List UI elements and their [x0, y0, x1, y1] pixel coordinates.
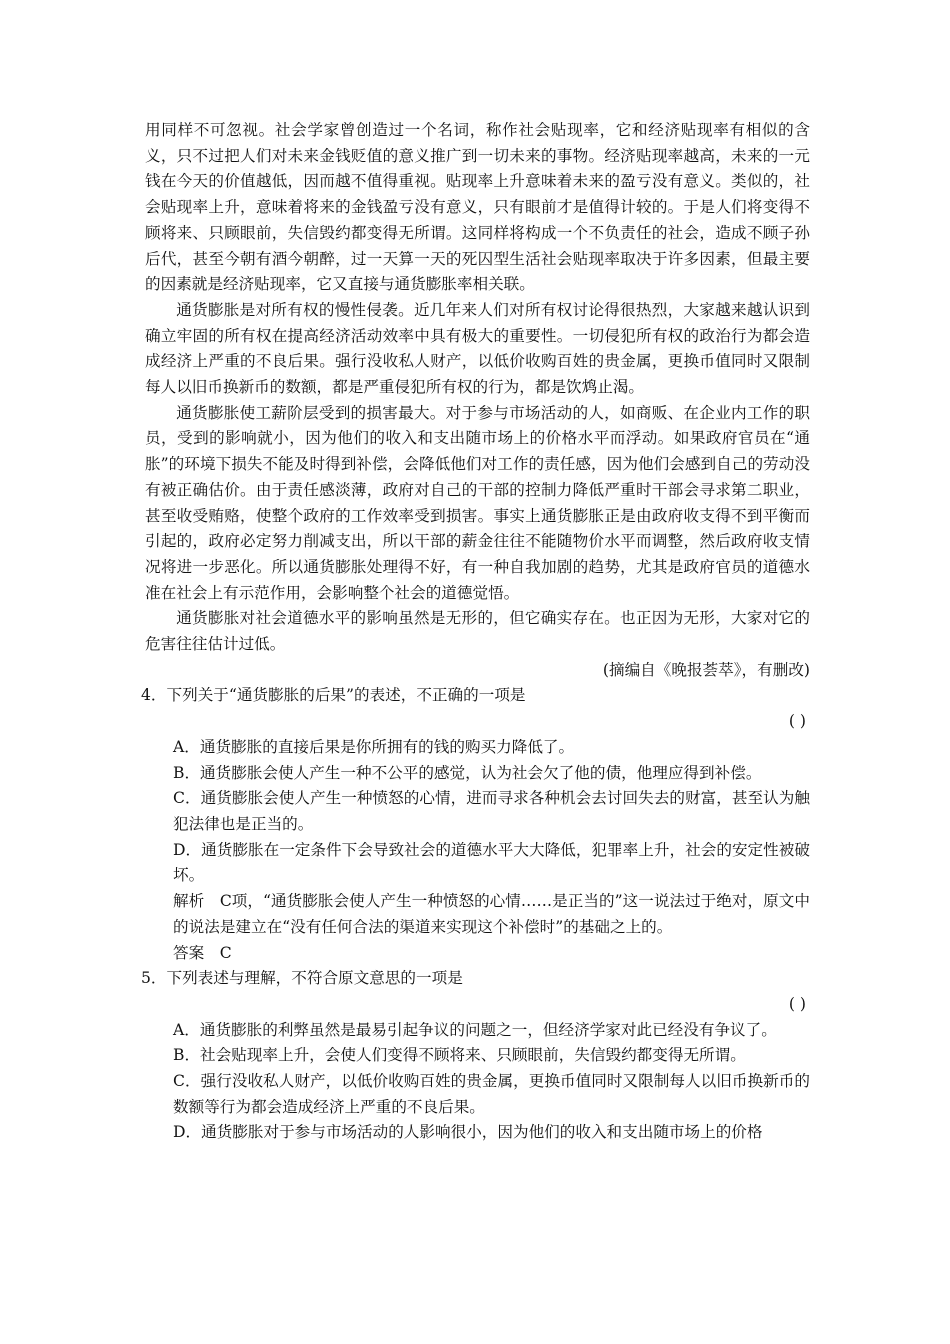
- question-4-option-a: A．通货膨胀的直接后果是你所拥有的钱的购买力降低了。: [173, 737, 575, 756]
- question-4-option-b: B．通货膨胀会使人产生一种不公平的感觉，认为社会欠了他的债，他理应得到补偿。: [173, 763, 762, 782]
- question-5-answer-blank: ( ): [788, 994, 806, 1013]
- question-4-answer-blank: ( ): [788, 712, 806, 731]
- question-4-option-c: C．通货膨胀会使人产生一种愤怒的心情，进而寻求各种机会去讨回失去的财富，甚至认为触犯法律也是正当的。: [173, 789, 810, 833]
- question-5-option-a: A．通货膨胀的利弊虽然是最易引起争议的问题之一，但经济学家对此已经没有争议了。: [173, 1020, 777, 1039]
- question-5-stem: 5．下列表述与理解，不符合原文意思的一项是: [141, 969, 463, 988]
- question-5: [141, 966, 810, 1146]
- question-5-option-b: B．社会贴现率上升，会使人们变得不顾将来、只顾眼前，失信毁约都变得无所谓。: [173, 1046, 746, 1065]
- question-4-analysis: 解析 C项，“通货膨胀会使人产生一种愤怒的心情……是正当的”这一说法过于绝对，原文中的说法是建立在“没有任何合法的渠道来实现这个补偿时”的基础之上的。: [173, 892, 810, 936]
- passage-paragraph-1: 用同样不可忽视。社会学家曾创造过一个名词，称作社会贴现率，它和经济贴现率有相似的含义，只不过把人们对未来金钱贬值的意义推广到一切未来的事物。经济贴现率越高，未来的一元钱在今天的价值越低，因而越不值得重视。贴现率上升意味着未来的盈亏没有意义。类似的，社会贴现率上升，意味着将来的金钱盈亏没有意义，只有眼前才是值得计较的。于是人们将变得不顾将来、只顾眼前，失信毁约都变得无所谓。这同样将构成一个不负责任的社会，造成不顾子孙后代，甚至今朝有酒今朝醉，过一天算一天的死囚型生活社会贴现率取决于许多因素，但最主要的因素就是经济贴现率，它又直接与通货膨胀率相关联。: [145, 121, 810, 294]
- passage-paragraph-3: 通货膨胀使工薪阶层受到的损害最大。对于参与市场活动的人，如商贩、在企业内工作的职员，受到的影响就小，因为他们的收入和支出随市场上的价格水平而浮动。如果政府官员在“通胀”的环境下损失不能及时得到补偿，会降低他们对工作的责任感，因为他们会感到自己的劳动没有被正确估价。由于责任感淡薄，政府对自己的干部的控制力降低严重时干部会寻求第二职业，甚至收受贿赂，使整个政府的工作效率受到损害。事实上通货膨胀正是由政府收支得不到平衡而引起的，政府必定努力削减支出，所以干部的薪金往往不能随物价水平而调整，然后政府收支情况将进一步恶化。所以通货膨胀处理得不好，有一种自我加剧的趋势，尤其是政府官员的道德水准在社会上有示范作用，会影响整个社会的道德觉悟。: [145, 403, 810, 602]
- source-citation: (摘编自《晚报荟萃》，有删改): [602, 660, 810, 679]
- question-5-option-d: D．通货膨胀对于参与市场活动的人影响很小，因为他们的收入和支出随市场上的价格: [173, 1123, 763, 1142]
- question-4-stem: 4．下列关于“通货膨胀的后果”的表述，不正确的一项是: [141, 686, 526, 705]
- question-4-option-d: D．通货膨胀在一定条件下会导致社会的道德水平大大降低，犯罪率上升，社会的安定性被破坏。: [173, 840, 810, 885]
- question-4: [141, 683, 810, 966]
- passage-paragraph-4: 通货膨胀对社会道德水平的影响虽然是无形的，但它确实存在。也正因为无形，大家对它的危害往往估计过低。: [145, 609, 810, 654]
- question-5-option-c: C．强行没收私人财产，以低价收购百姓的贵金属，更换币值同时又限制每人以旧币换新币的数额等行为都会造成经济上严重的不良后果。: [173, 1072, 810, 1116]
- passage-paragraph-2: 通货膨胀是对所有权的慢性侵袭。近几年来人们对所有权讨论得很热烈，大家越来越认识到确立牢固的所有权在提高经济活动效率中具有极大的重要性。一切侵犯所有权的政治行为都会造成经济上严重的不良后果。强行没收私人财产，以低价收购百姓的贵金属，更换币值同时又限制每人以旧币换新币的数额，都是严重侵犯所有权的行为，都是饮鸩止渴。: [145, 300, 810, 397]
- question-4-answer: 答案 C: [173, 943, 232, 962]
